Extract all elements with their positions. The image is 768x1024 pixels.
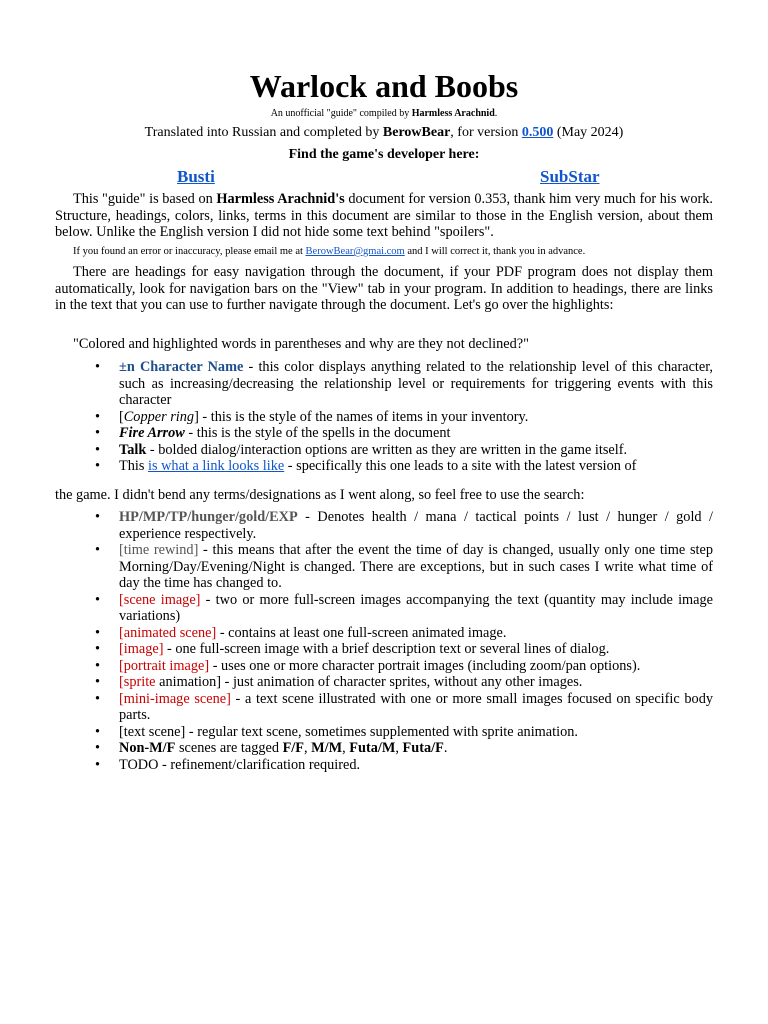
bullet-icon: • xyxy=(95,591,101,608)
term-list xyxy=(55,509,713,773)
item-term: ±n Character Name xyxy=(119,359,244,375)
item-description: - one full-screen image with a brief description text or several lines of dialog. xyxy=(163,641,610,657)
bullet-icon: • xyxy=(95,441,101,458)
item-description: [text scene] - regular text scene, sometimes supplemented with sprite animation. xyxy=(119,723,578,740)
list-item xyxy=(55,691,713,724)
item-description: ] - this is the style of the names of items in your inventory. xyxy=(194,408,529,425)
separator: , xyxy=(342,740,350,756)
example-link[interactable]: is what a link looks like xyxy=(148,458,285,474)
note-text-a: If you found an error or inaccuracy, please email me at xyxy=(73,246,306,257)
item-description: - a text scene illustrated with one or more small images focused on specific body parts. xyxy=(119,690,713,723)
translation-line xyxy=(0,124,768,142)
item-term: [portrait image] xyxy=(119,657,210,674)
item-term: [scene image] xyxy=(119,591,201,608)
email-link[interactable]: BerowBear@gmai.com xyxy=(305,246,405,257)
item-description: - two or more full-screen images accompanying the text (quantity may include image variations) xyxy=(119,591,714,624)
item-description: - bolded dialog/interaction options are written as they are written in the game itself. xyxy=(146,441,628,458)
bullet-icon: • xyxy=(95,657,101,674)
item-term: [time rewind] xyxy=(119,542,199,558)
item-term: Fire Arrow xyxy=(119,425,185,441)
intro-author: Harmless Arachnid's xyxy=(216,191,345,207)
error-note xyxy=(73,246,713,258)
translator-name: BerowBear xyxy=(382,125,451,140)
bullet-icon: • xyxy=(95,690,101,707)
intro-paragraph xyxy=(55,191,713,241)
item-description: - contains at least one full-screen animated image. xyxy=(216,624,507,641)
translation-date: (May 2024) xyxy=(553,125,624,140)
list-item xyxy=(55,658,713,675)
question-line: "Colored and highlighted words in parentheses and why are they not declined?" xyxy=(73,336,529,352)
item-prefix: [ xyxy=(119,408,124,425)
bullet-icon: • xyxy=(95,359,101,375)
item-term: [animated scene] xyxy=(119,624,217,641)
subtitle-text: An unofficial "guide" compiled by xyxy=(270,108,412,119)
separator: , xyxy=(395,740,403,756)
bullet-icon: • xyxy=(95,509,101,525)
item-description: animation] - just animation of character sprites, without any other images. xyxy=(155,674,583,690)
item-description: - this color displays anything related to the relationship level of this character, such as increasing/decreasing the relationship level or requirements for triggering events with this character xyxy=(119,359,713,408)
translation-text: Translated into Russian and completed by xyxy=(144,125,383,140)
item-term: [mini-image scene] xyxy=(119,690,231,707)
note-text-b: and I will correct it, thank you in advance. xyxy=(404,246,586,257)
subtitle-end: . xyxy=(494,108,498,119)
list-item xyxy=(55,359,713,409)
bullet-icon: • xyxy=(95,542,101,558)
list-item xyxy=(55,425,713,442)
list-item xyxy=(55,625,713,642)
navigation-paragraph: There are headings for easy navigation through the document, if your PDF program does not display them automatically, look for navigation bars on the "View" tab in your program. In addition to headings, there are links in the text that you can use to further navigate through the document. Let's go over the highlights: xyxy=(55,264,713,313)
list-item xyxy=(55,542,713,592)
item-description: - this means that after the event the time of day is changed, usually only one time step Morning/Day/Evening/Night is changed. There are exceptions, but in such cases I write what time of day the time has changed to. xyxy=(119,542,713,591)
item-term: HP/MP/TP/hunger/gold/EXP xyxy=(119,509,298,525)
subtitle-author: Harmless Arachnid xyxy=(411,108,495,119)
item-term: [sprite xyxy=(119,674,156,690)
scene-tag: Futa/F xyxy=(402,740,444,756)
intro-text-b: document for version 0.353, thank him very much for his work. Structure, headings, colors, links, terms in this document are similar to those in the English version, about them below. Unlike the English version I did not hide some text behind "spoilers". xyxy=(55,191,714,240)
item-prefix: This xyxy=(119,458,148,474)
list-item xyxy=(55,641,713,658)
separator: , xyxy=(304,740,312,756)
item-term: Non-M/F xyxy=(119,740,176,756)
list-item xyxy=(55,509,713,542)
page-title: Warlock and Boobs xyxy=(249,68,519,104)
item-term: Talk xyxy=(119,441,147,458)
bullet-icon: • xyxy=(95,756,101,773)
list-item xyxy=(55,592,713,625)
bullet-icon: • xyxy=(95,723,101,740)
bullet-icon: • xyxy=(95,641,101,657)
list-item xyxy=(55,724,713,741)
list-item xyxy=(55,458,713,475)
item-description: - this is the style of the spells in the document xyxy=(184,425,451,441)
bullet-icon: • xyxy=(95,458,101,474)
list-item xyxy=(55,409,713,426)
continuation-text: the game. I didn't bend any terms/designations as I went along, so feel free to use the search: xyxy=(55,487,585,503)
bullet-icon: • xyxy=(95,740,101,756)
bullet-icon: • xyxy=(95,425,101,441)
list-item xyxy=(55,740,713,757)
bullet-icon: • xyxy=(95,408,101,425)
item-term: Copper ring xyxy=(123,408,195,425)
item-description: scenes are tagged xyxy=(175,740,283,756)
style-list xyxy=(55,359,713,475)
list-item xyxy=(55,442,713,459)
item-term: [image] xyxy=(119,641,164,657)
substar-link[interactable]: SubStar xyxy=(540,167,600,186)
intro-text-a: This "guide" is based on xyxy=(73,191,217,207)
translation-mid: , for version xyxy=(450,125,522,140)
busti-link[interactable]: Busti xyxy=(177,167,215,186)
item-description: TODO - refinement/clarification required. xyxy=(119,756,361,773)
developer-heading: Find the game's developer here: xyxy=(288,147,480,162)
list-item xyxy=(55,757,713,774)
bullet-icon: • xyxy=(95,674,101,690)
scene-tag: Futa/M xyxy=(349,740,396,756)
item-description: - Denotes health / mana / tactical points / lust / hunger / gold / experience respectively. xyxy=(119,509,713,542)
subtitle xyxy=(0,108,768,120)
scene-tag: F/F xyxy=(282,740,305,756)
version-link[interactable]: 0.500 xyxy=(521,125,554,140)
item-description: - uses one or more character portrait images (including zoom/pan options). xyxy=(209,657,641,674)
bullet-icon: • xyxy=(95,624,101,641)
list-item xyxy=(55,674,713,691)
separator: . xyxy=(443,740,448,756)
item-description: - specifically this one leads to a site with the latest version of xyxy=(284,458,637,474)
scene-tag: M/M xyxy=(311,740,343,756)
